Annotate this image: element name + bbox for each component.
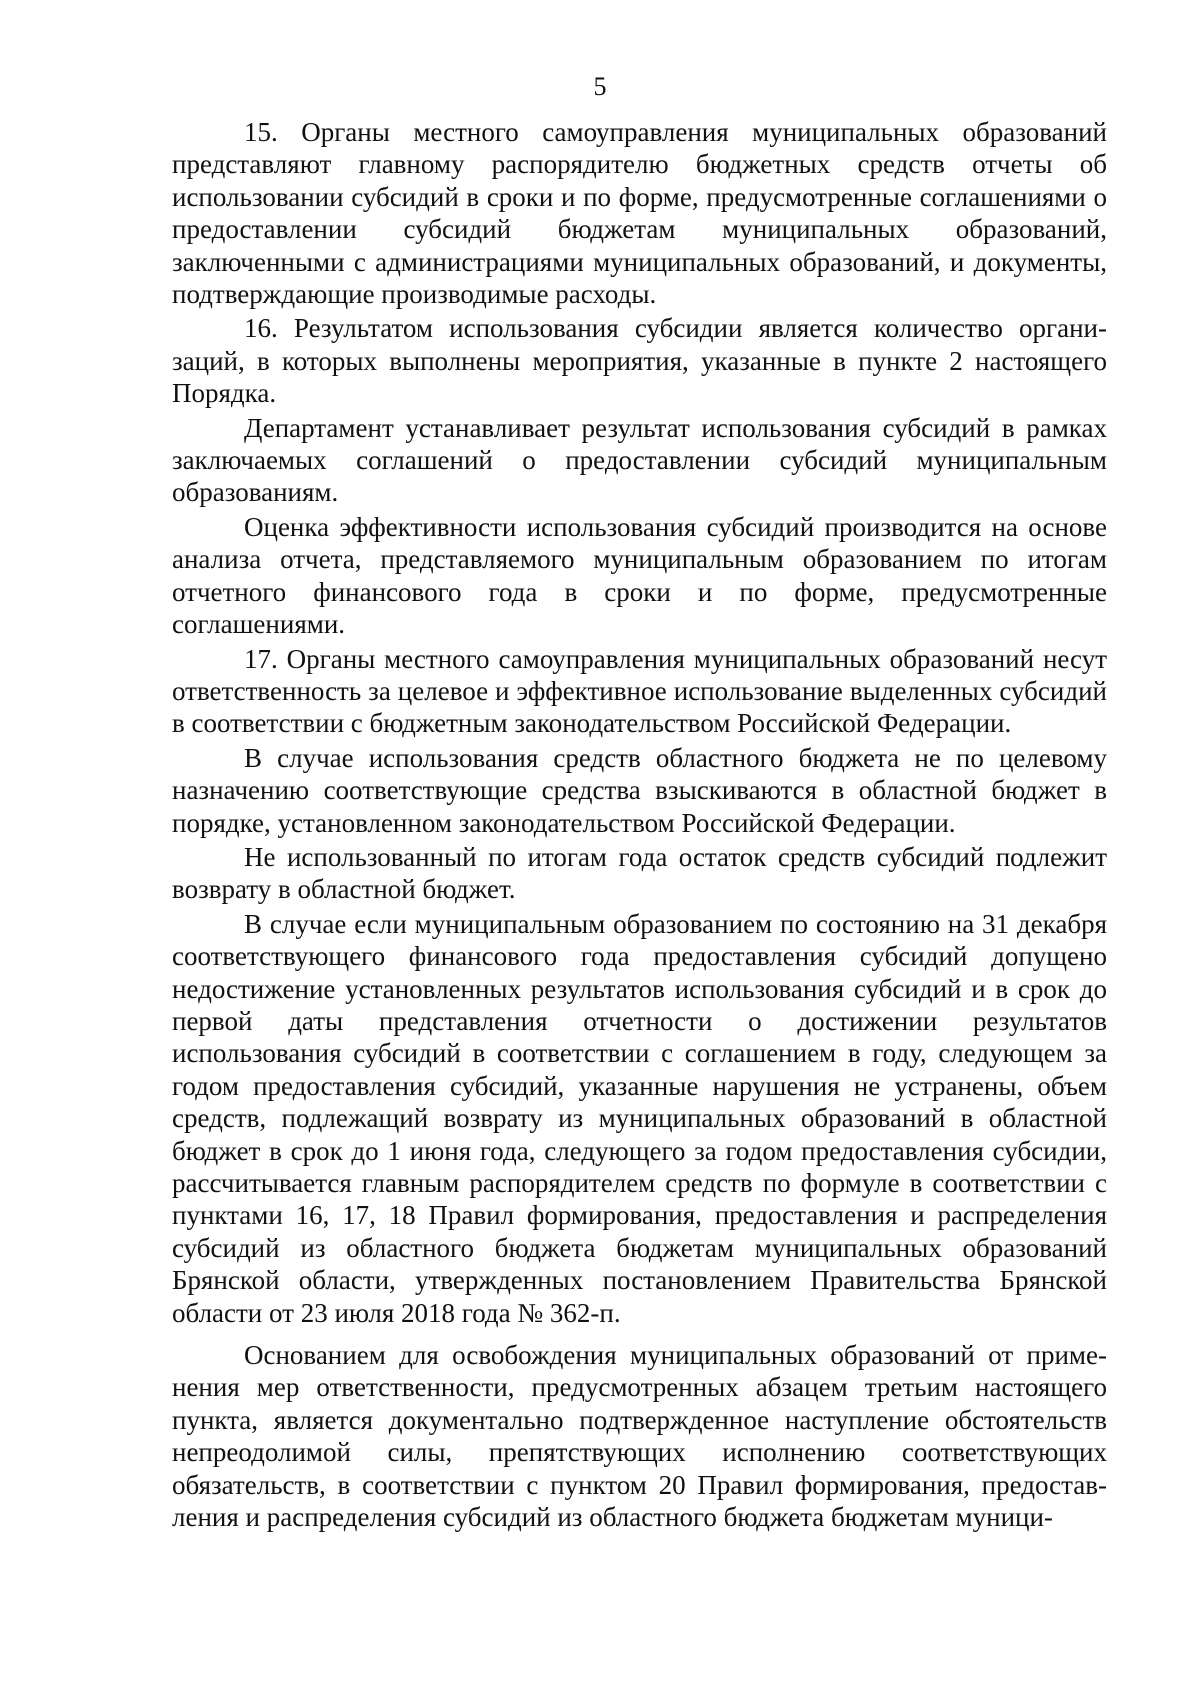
document-body	[172, 116, 1107, 1535]
paragraph-15: 15. Органы местного самоуправления муниципальных образований представляют главному распорядителю бюджетных средств отчеты об использовании субсидий в сроки и по форме, предусмотренные соглашениями о предоставлении субсидий бюджетам муниципальных образований, заключенными с администрациями муниципальных образований, и документы, подтверждающие производимые расходы.	[172, 117, 1107, 310]
page-number: 5	[593, 72, 607, 101]
paragraph-16: 16. Результатом использования субсидии является количество организаций, в которых выполнены мероприятия, указанные в пункте 2 настоящего Порядка.	[172, 313, 1107, 409]
paragraph-17: 17. Органы местного самоуправления муниципальных образований несут ответственность за целевое и эффективное использование выделенных субсидий в соответствии с бюджетным законодательством Российской Федерации.	[172, 643, 1107, 739]
paragraph-force-majeure: Основанием для освобождения муниципальных образований от применения мер ответственности, предусмотренных абзацем третьим настоящего пункта, является документально подтвержденное наступление обстоятельств непреодолимой силы, препятствующих исполнению соответствующих обязательств, в соответствии с пунктом 20 Правил формирования, предоставления и распределения субсидий из областного бюджета бюджетам муници-	[172, 1340, 1107, 1533]
paragraph-department-result: Департамент устанавливает результат использования субсидий в рамках заключаемых соглашений о предоставлении субсидий муниципальным образованиям.	[172, 412, 1107, 508]
paragraph-misuse-recovery: В случае использования средств областного бюджета не по целевому назначению соответствующие средства взыскиваются в областной бюджет в порядке, установленном законодательством Российской Федерации.	[172, 742, 1107, 838]
paragraph-unused-balance: Не использованный по итогам года остаток средств субсидий подлежит возврату в областной бюджет.	[172, 841, 1107, 905]
paragraph-non-achievement: В случае если муниципальным образованием по состоянию на 31 декабря соответствующего финансового года предоставления субсидий допущено недостижение установленных результатов использования субсидий и в срок до первой даты представления отчетности о достижении результатов использования субсидий в соответствии с соглашением в году, следующем за годом предоставления субсидий, указанные нарушения не устранены, объем средств, подлежащий возврату из муниципальных образований в областной бюджет в срок до 1 июня года, следующего за годом предоставления субсидии, рассчитывается главным распорядителем средств по формуле в соответствии с пунктами 16, 17, 18 Правил формирования, предоставления и распределения субсидий из областного бюджета бюджетам муниципальных образований Брянской области, утвержденных постановлением Правительства Брянской области от 23 июля 2018 года № 362-п.	[172, 908, 1107, 1328]
paragraph-efficiency-assessment: Оценка эффективности использования субсидий производится на основе анализа отчета, представляемого муниципальным образованием по итогам отчетного финансового года в сроки и по форме, предусмотренные соглашениями.	[172, 511, 1107, 640]
